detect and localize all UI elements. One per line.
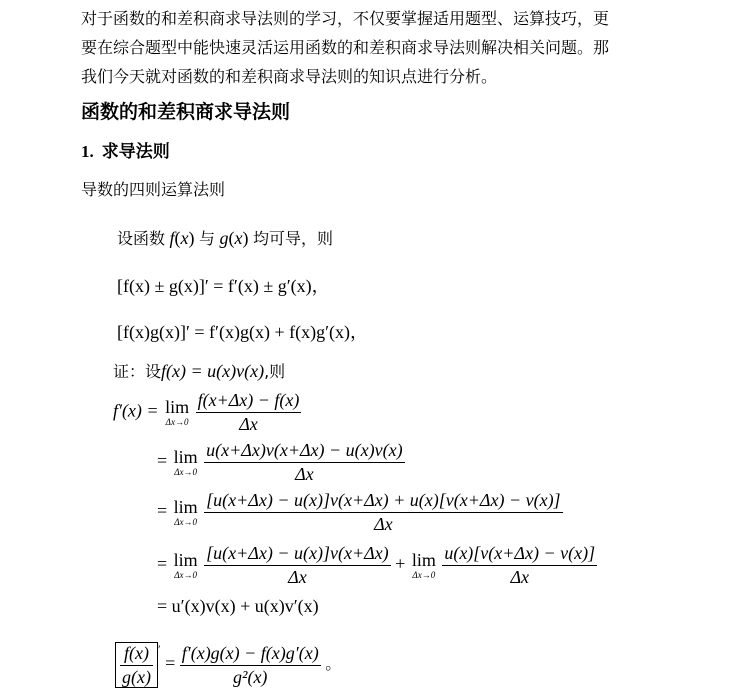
proof-intro-expr: f(x) = u(x)v(x) — [161, 361, 265, 381]
proof-step-2: = lim Δx→0 $\frac{u(x+\Delta x)v(x+\Delta x) - u(x)v(x)}{\Delta x}$ — [157, 440, 403, 484]
proof-step-1 — [113, 390, 301, 435]
statement-prefix: 设函数 — [117, 229, 166, 248]
rule-title: 导数的四则运算法则 — [81, 180, 226, 199]
step-2-fraction: $\frac{u(x+\Delta x)v(x+\Delta x) - u(x)v(x)}{\Delta x}$ — [206, 440, 403, 484]
subsection-number: 1. — [81, 142, 94, 161]
proof-intro-label: 证：设 — [113, 362, 162, 381]
quotient-lhs-fraction: $\frac{f(x)}{g(x)}$ — [122, 643, 151, 687]
proof-lhs: f′(x) = — [113, 400, 159, 421]
statement-line: 设函数 f(x) 与 g(x) 均可导，则 — [117, 228, 334, 248]
limit-operator: lim Δx→0 — [165, 397, 190, 427]
proof-intro — [113, 359, 285, 382]
section-heading: 函数的和差积商求导法则 — [81, 101, 291, 123]
proof-step-3: = lim Δx→0 $\frac{[u(x+\Delta x) - u(x)]v(x+\Delta x) + u(x)[v(x+\Delta x) - v(x)]}{\Delta x}$ — [157, 490, 561, 534]
quotient-bracket — [115, 642, 158, 688]
limit-operator: lim Δx→0 — [173, 497, 198, 527]
limit-operator: lim Δx→0 — [411, 550, 436, 580]
statement-suffix: 均可导，则 — [253, 229, 334, 248]
limit-operator: lim Δx→0 — [173, 550, 198, 580]
quotient-rhs-fraction: $\frac{f'(x)g(x) - f(x)g'(x)}{\text{g²(x)}}$ — [181, 642, 319, 687]
proof-step-5: = u′(x)v(x) + u(x)v′(x) — [157, 596, 319, 616]
proof-step-4: = lim Δx→0 $\frac{[u(x+\Delta x) - u(x)]v(x+\Delta x)}{\Delta x}$ + lim Δx→0 $\frac{u(x)[v(x+\Delta x) - v(x)]}{\Delta x}$ — [157, 543, 596, 587]
difference-quotient: $\frac{f(x+\Delta x) - f(x)}{\Delta x}$ — [197, 390, 300, 434]
intro-line-3: 我们今天就对函数的和差积商求导法则的知识点进行分析。 — [81, 67, 498, 86]
subsection-title: 求导法则 — [101, 142, 170, 162]
limit-operator: lim Δx→0 — [173, 447, 198, 477]
subsection-heading — [81, 137, 170, 162]
step-3-fraction: $\frac{[u(x+\Delta x) - u(x)]v(x+\Delta x) + u(x)[v(x+\Delta x) - v(x)]}{\Delta x}$ — [206, 490, 561, 534]
intro-line-1: 对于函数的和差积商求导法则的学习，不仅要掌握适用题型、运算技巧，更 — [81, 9, 610, 28]
step-4-fraction-a: $\frac{[u(x+\Delta x) - u(x)]v(x+\Delta x)}{\Delta x}$ — [206, 543, 389, 587]
product-rule-formula: [f(x)g(x)]′ = f′(x)g(x) + f(x)g′(x)， — [117, 322, 369, 342]
intro-paragraph — [81, 4, 671, 91]
proof-intro-suffix: ,则 — [264, 362, 286, 381]
step-4-fraction-b: $\frac{u(x)[v(x+\Delta x) - v(x)]}{\Delta x}$ — [444, 543, 596, 587]
statement-and: 与 — [199, 229, 216, 248]
intro-line-2: 要在综合题型中能快速灵活运用函数的和差积商求导法则解决相关问题。那 — [81, 38, 610, 57]
sum-rule-formula: [f(x) ± g(x)]′ = f′(x) ± g′(x)， — [117, 276, 330, 296]
quotient-rule-formula: $\frac{f(x)}{g(x)}$ ′ = $\frac{f'(x)g(x) - f(x)g'(x)}{\text{g²(x)}}$ 。 — [115, 642, 341, 688]
